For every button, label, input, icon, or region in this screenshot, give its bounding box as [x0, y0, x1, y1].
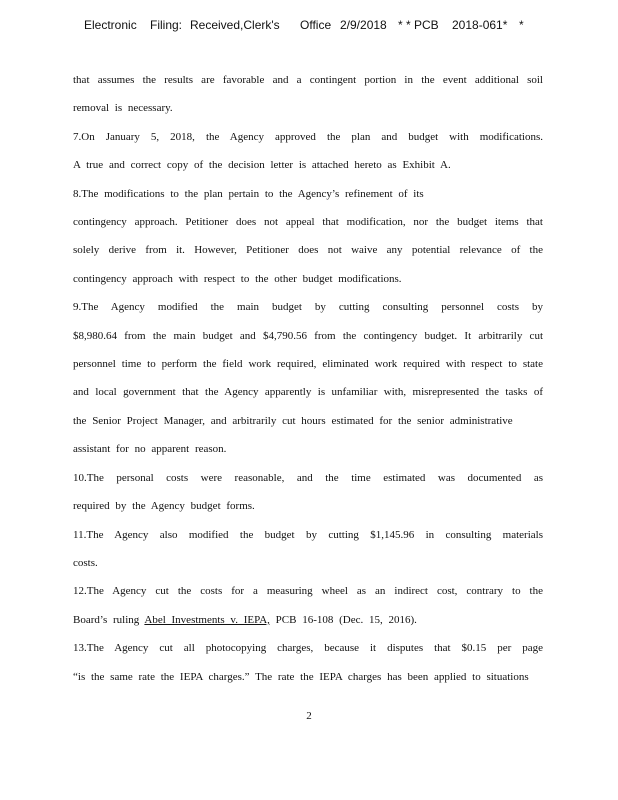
paragraph-number: 8. [73, 187, 82, 200]
text-line: The Agency cut all photocopying charges, because it disputes that $0.15 per page [86, 642, 543, 655]
text-fragment: Board’s ruling [73, 613, 145, 626]
paragraph-7 [73, 123, 543, 151]
header-end-star: * [519, 18, 524, 32]
page-number: 2 [306, 710, 312, 722]
text-line: The Agency cut the costs for a measuring wheel as an indirect cost, contrary to the [86, 585, 543, 598]
paragraph-number: 12. [73, 585, 87, 598]
text-line: A true and correct copy of the decision letter is attached hereto as Exhibit A. [73, 159, 451, 172]
text-line: The personal costs were reasonable, and the time estimated was documented as [86, 471, 543, 484]
text-line: that assumes the results are favorable and a contingent portion in the event additional soil [73, 74, 543, 86]
paragraph-number: 7. [73, 130, 82, 143]
text-line: The Agency also modified the budget by cutting $1,145.96 in consulting materials [86, 528, 543, 541]
text-line: contingency approach. Petitioner does not appeal that modification, nor the budget items that [73, 216, 543, 229]
text-line: assistant for no apparent reason. [73, 443, 227, 456]
case-citation: Abel Investments v. IEPA, [144, 613, 270, 626]
header-docket: 2018-061* [452, 18, 508, 32]
paragraph-12 [73, 577, 543, 605]
paragraph-9 [73, 293, 543, 321]
text-line: personnel time to perform the field work required, eliminated work required with respect to state [73, 358, 543, 371]
text-line: required by the Agency budget forms. [73, 500, 255, 513]
paragraph-number: 13. [73, 642, 87, 655]
header-received: Received,Clerk's [190, 18, 280, 32]
text-line: On January 5, 2018, the Agency approved the plan and budget with modifications. [81, 130, 543, 143]
header-date: 2/9/2018 [340, 18, 387, 32]
text-line: and local government that the Agency apparently is unfamiliar with, misrepresented the tasks of [73, 386, 543, 399]
header-pcb: * * PCB [398, 18, 439, 32]
paragraph-number: 10. [73, 471, 87, 484]
paragraph-10 [73, 464, 543, 492]
text-line: The Agency modified the main budget by cutting consulting personnel costs by [81, 301, 543, 314]
text-line: The modifications to the plan pertain to the Agency’s refinement of its [81, 187, 424, 200]
paragraph-8 [73, 180, 543, 208]
paragraph-11 [73, 521, 543, 549]
text-line: contingency approach with respect to the other budget modifications. [73, 272, 402, 285]
header-office: Office [300, 18, 332, 32]
header-filing: Filing: [150, 18, 183, 32]
paragraph-number: 9. [73, 301, 82, 314]
paragraph-number: 11. [73, 528, 87, 541]
header-electronic: Electronic [84, 18, 137, 32]
document-body [73, 66, 543, 691]
paragraph-13 [73, 634, 543, 662]
text-line: $8,980.64 from the main budget and $4,790.56 from the contingency budget. It arbitrarily cut [73, 329, 543, 342]
text-line: costs. [73, 556, 98, 569]
text-line: solely derive from it. However, Petitioner does not waive any potential relevance of the [73, 244, 543, 257]
text-line [73, 606, 543, 634]
text-fragment: PCB 16-108 (Dec. 15, 2016). [269, 613, 417, 626]
text-line: the Senior Project Manager, and arbitrarily cut hours estimated for the senior administrative [73, 414, 513, 427]
text-line: “is the same rate the IEPA charges.” The rate the IEPA charges has been applied to situations [73, 670, 529, 683]
text-line: removal is necessary. [73, 102, 173, 115]
